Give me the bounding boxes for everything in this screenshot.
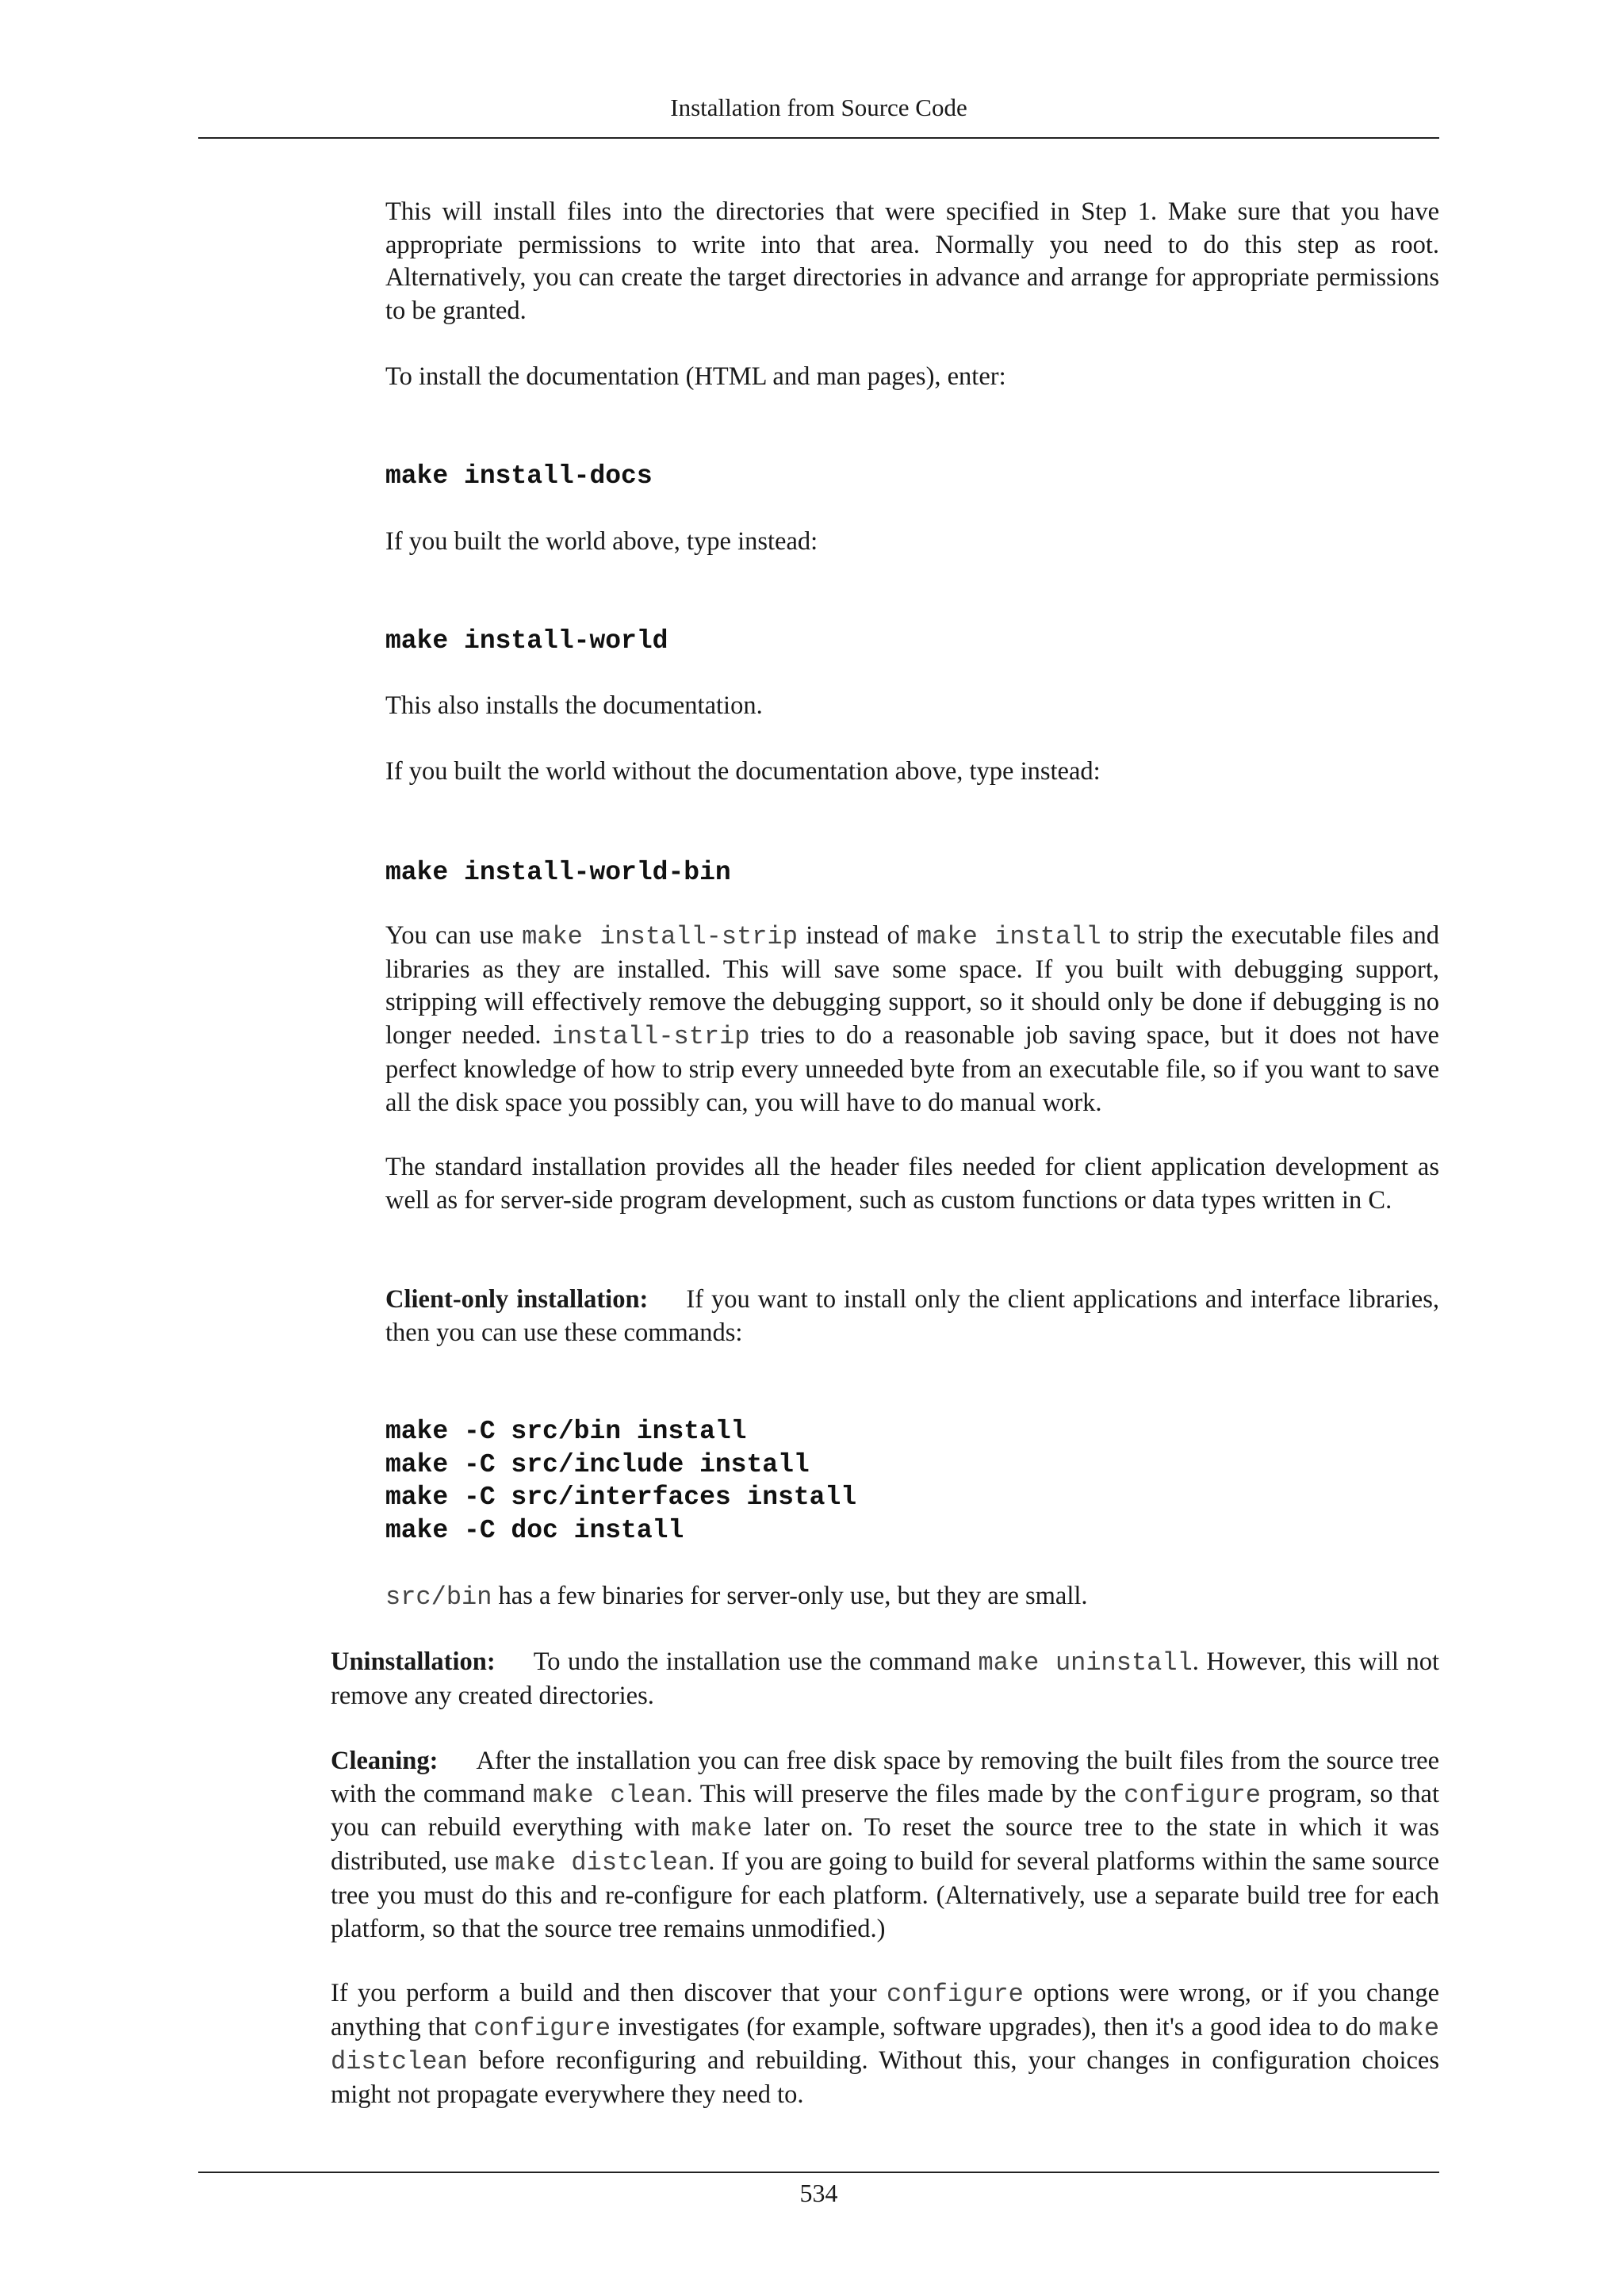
paragraph-install-permissions: This will install files into the directories that were specified in Step 1. Make sure that you have appropriate permissions to write into that area. Normally you need to do this step as root. Alternatively, you can create the target directories in advance and arrange for appropriate permissions to be granted. (385, 197, 1439, 326)
paragraph-world-without-docs: If you built the world without the documentation above, type instead: (385, 757, 1101, 786)
code-install-docs: make install-docs (385, 461, 653, 491)
code-install-world: make install-world (385, 626, 668, 656)
code-inline-make-install: make install (916, 922, 1101, 951)
paragraph-header-files: The standard installation provides all the header files needed for client application development as well as for server-side program development, such as custom functions or data types written in C. (385, 1153, 1439, 1215)
running-header: Installation from Source Code (670, 94, 967, 121)
code-client-install-line-4: make -C doc install (385, 1516, 684, 1545)
code-inline-configure: configure (1124, 1780, 1261, 1810)
paragraph-also-installs-docs: This also installs the documentation. (385, 691, 763, 720)
code-inline-make-uninstall: make uninstall (978, 1648, 1193, 1678)
code-inline-make-distclean: make distclean (495, 1848, 709, 1878)
code-inline-src-bin: src/bin (385, 1582, 492, 1612)
code-client-install-line-3: make -C src/interfaces install (385, 1483, 857, 1512)
code-inline-make-clean: make clean (532, 1780, 687, 1810)
header-rule (198, 137, 1439, 139)
code-inline-install-strip: install-strip (551, 1022, 750, 1052)
code-inline-configure: configure (473, 2013, 611, 2043)
code-client-install-line-1: make -C src/bin install (385, 1417, 747, 1446)
term-cleaning: Cleaning: (331, 1747, 439, 1775)
code-inline-configure: configure (887, 1980, 1024, 2009)
paragraph-uninstallation: Uninstallation: To undo the installation use the command make uninstall. However, this will not remove any created directories. (331, 1647, 1439, 1710)
code-inline-make-distclean: make distclean (331, 2013, 1440, 2077)
code-client-install-line-2: make -C src/include install (385, 1450, 810, 1479)
paragraph-cleaning: Cleaning: After the installation you can free disk space by removing the built files from the source tree with the command make clean. This will preserve the files made by the configure program, so that you can rebuild everything with make later on. To reset the source tree to the state in which it was distributed, use make distclean. If you are going to build for several platforms within the same source tree you must do this and re-configure for each platform. (Alternatively, use a separate build tree for each platform, so that the source tree remains unmodified.) (331, 1747, 1439, 1943)
paragraph-world-intro: If you built the world above, type instead: (385, 527, 818, 556)
term-uninstallation: Uninstallation: (331, 1647, 496, 1676)
code-install-world-bin: make install-world-bin (385, 858, 731, 887)
paragraph-install-docs-intro: To install the documentation (HTML and man pages), enter: (385, 362, 1006, 391)
paragraph-reconfigure: If you perform a build and then discover that your configure options were wrong, or if you change anything that configure investigates (for example, software upgrades), then it's a good idea to do make distclean before reconfiguring and rebuilding. Without this, your changes in configuration choices might not propagate everywhere they need to. (331, 1979, 1440, 2110)
page-number: 534 (799, 2179, 838, 2207)
paragraph-install-strip: You can use make install-strip instead of make install to strip the executable files and libraries as they are installed. This will save some space. If you built with debugging support, stripping will effectively remove the debugging support, so it should only be done if debugging is no longer needed. install-strip tries to do a reasonable job saving space, but it does not have perfect knowledge of how to strip every unneeded byte from an executable file, so if you want to save all the disk space you possibly can, you will have to do manual work. (385, 921, 1440, 1117)
footer-rule (198, 2172, 1439, 2173)
paragraph-client-only: Client-only installation: If you want to install only the client applications and interface libraries, then you can use these commands: (385, 1285, 1439, 1347)
code-inline-make: make (691, 1814, 753, 1844)
paragraph-src-bin: src/bin has a few binaries for server-only use, but they are small. (385, 1582, 1088, 1612)
term-client-only-installation: Client-only installation: (385, 1285, 649, 1314)
code-inline-make-install-strip: make install-strip (522, 922, 798, 951)
